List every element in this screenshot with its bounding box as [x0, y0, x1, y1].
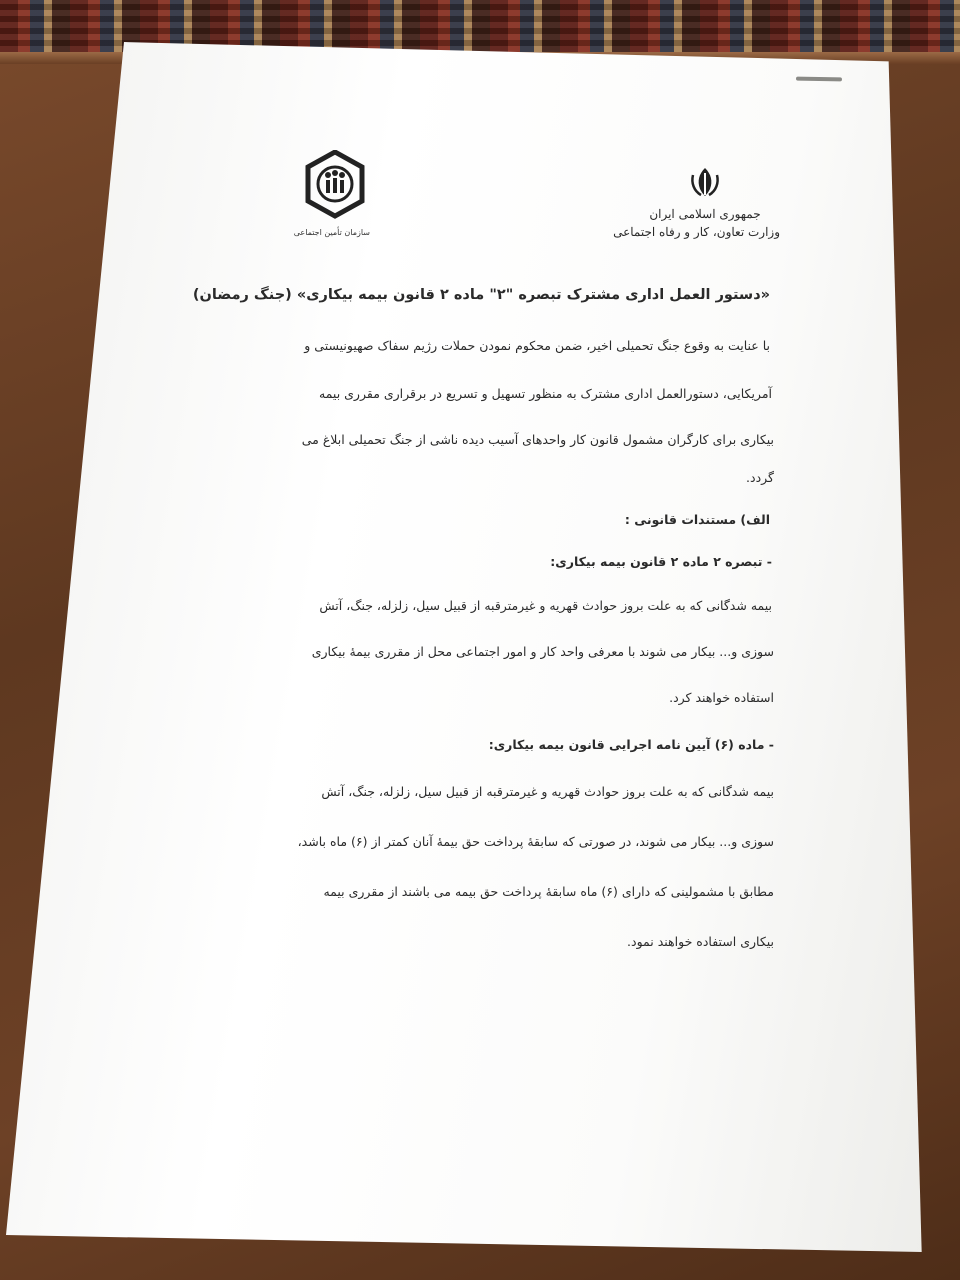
ministry-logo	[613, 165, 780, 239]
item1-line-2: سوزی و... بیکار می شوند با معرفی واحد کار و امور اجتماعی محل از مقرری بیمهٔ بیکاری	[311, 644, 774, 659]
intro-line-3: بیکاری برای کارگران مشمول قانون کار واحدهای آسیب دیده ناشی از جنگ تحمیلی ابلاغ می	[301, 432, 774, 447]
section-a-heading: الف) مستندات قانونی :	[624, 512, 770, 527]
item2-line-2: سوزی و... بیکار می شوند، در صورتی که سابقهٔ پرداخت حق بیمهٔ آنان کمتر از (۶) ماه باشد،	[297, 834, 774, 849]
social-security-emblem-icon	[304, 150, 366, 222]
item1-line-1: بیمه شدگانی که به علت بروز حوادث قهریه و غیرمترقبه از قبیل سیل، زلزله، جنگ، آتش	[319, 598, 772, 613]
ministry-name: وزارت تعاون، کار و رفاه اجتماعی	[613, 225, 780, 239]
intro-line-1: با عنایت به وقوع جنگ تحمیلی اخیر، ضمن محکوم نمودن حملات رژیم سفاک صهیونیستی و	[304, 338, 770, 353]
document-title: «دستور العمل اداری مشترک تبصره "٢" ماده ٢ قانون بیمه بیکاری» (جنگ رمضان)	[192, 287, 770, 303]
intro-line-2: آمریکایی، دستورالعمل اداری مشترک به منظور تسهیل و تسریع در برقراری مقرری بیمه	[319, 386, 772, 401]
item2-heading: - ماده (۶) آیین نامه اجرایی قانون بیمه بیکاری:	[488, 737, 774, 752]
item2-line-1: بیمه شدگانی که به علت بروز حوادث قهریه و غیرمترقبه از قبیل سیل، زلزله، جنگ، آتش	[321, 784, 774, 799]
intro-line-4: گردد.	[746, 470, 774, 485]
item1-line-3: استفاده خواهند کرد.	[669, 690, 774, 705]
item2-line-4: بیکاری استفاده خواهند نمود.	[627, 934, 774, 949]
iran-emblem-icon	[688, 165, 722, 199]
item2-line-3: مطابق با مشمولینی که دارای (۶) ماه سابقهٔ پرداخت حق بیمه می باشند از مقرری بیمه	[323, 884, 774, 899]
republic-name: جمهوری اسلامی ایران	[649, 207, 761, 221]
item1-heading: - تبصره ٢ ماده ٢ قانون بیمه بیکاری:	[550, 554, 772, 569]
social-security-caption: سازمان تأمین اجتماعی	[293, 228, 370, 237]
social-security-logo	[293, 150, 370, 237]
